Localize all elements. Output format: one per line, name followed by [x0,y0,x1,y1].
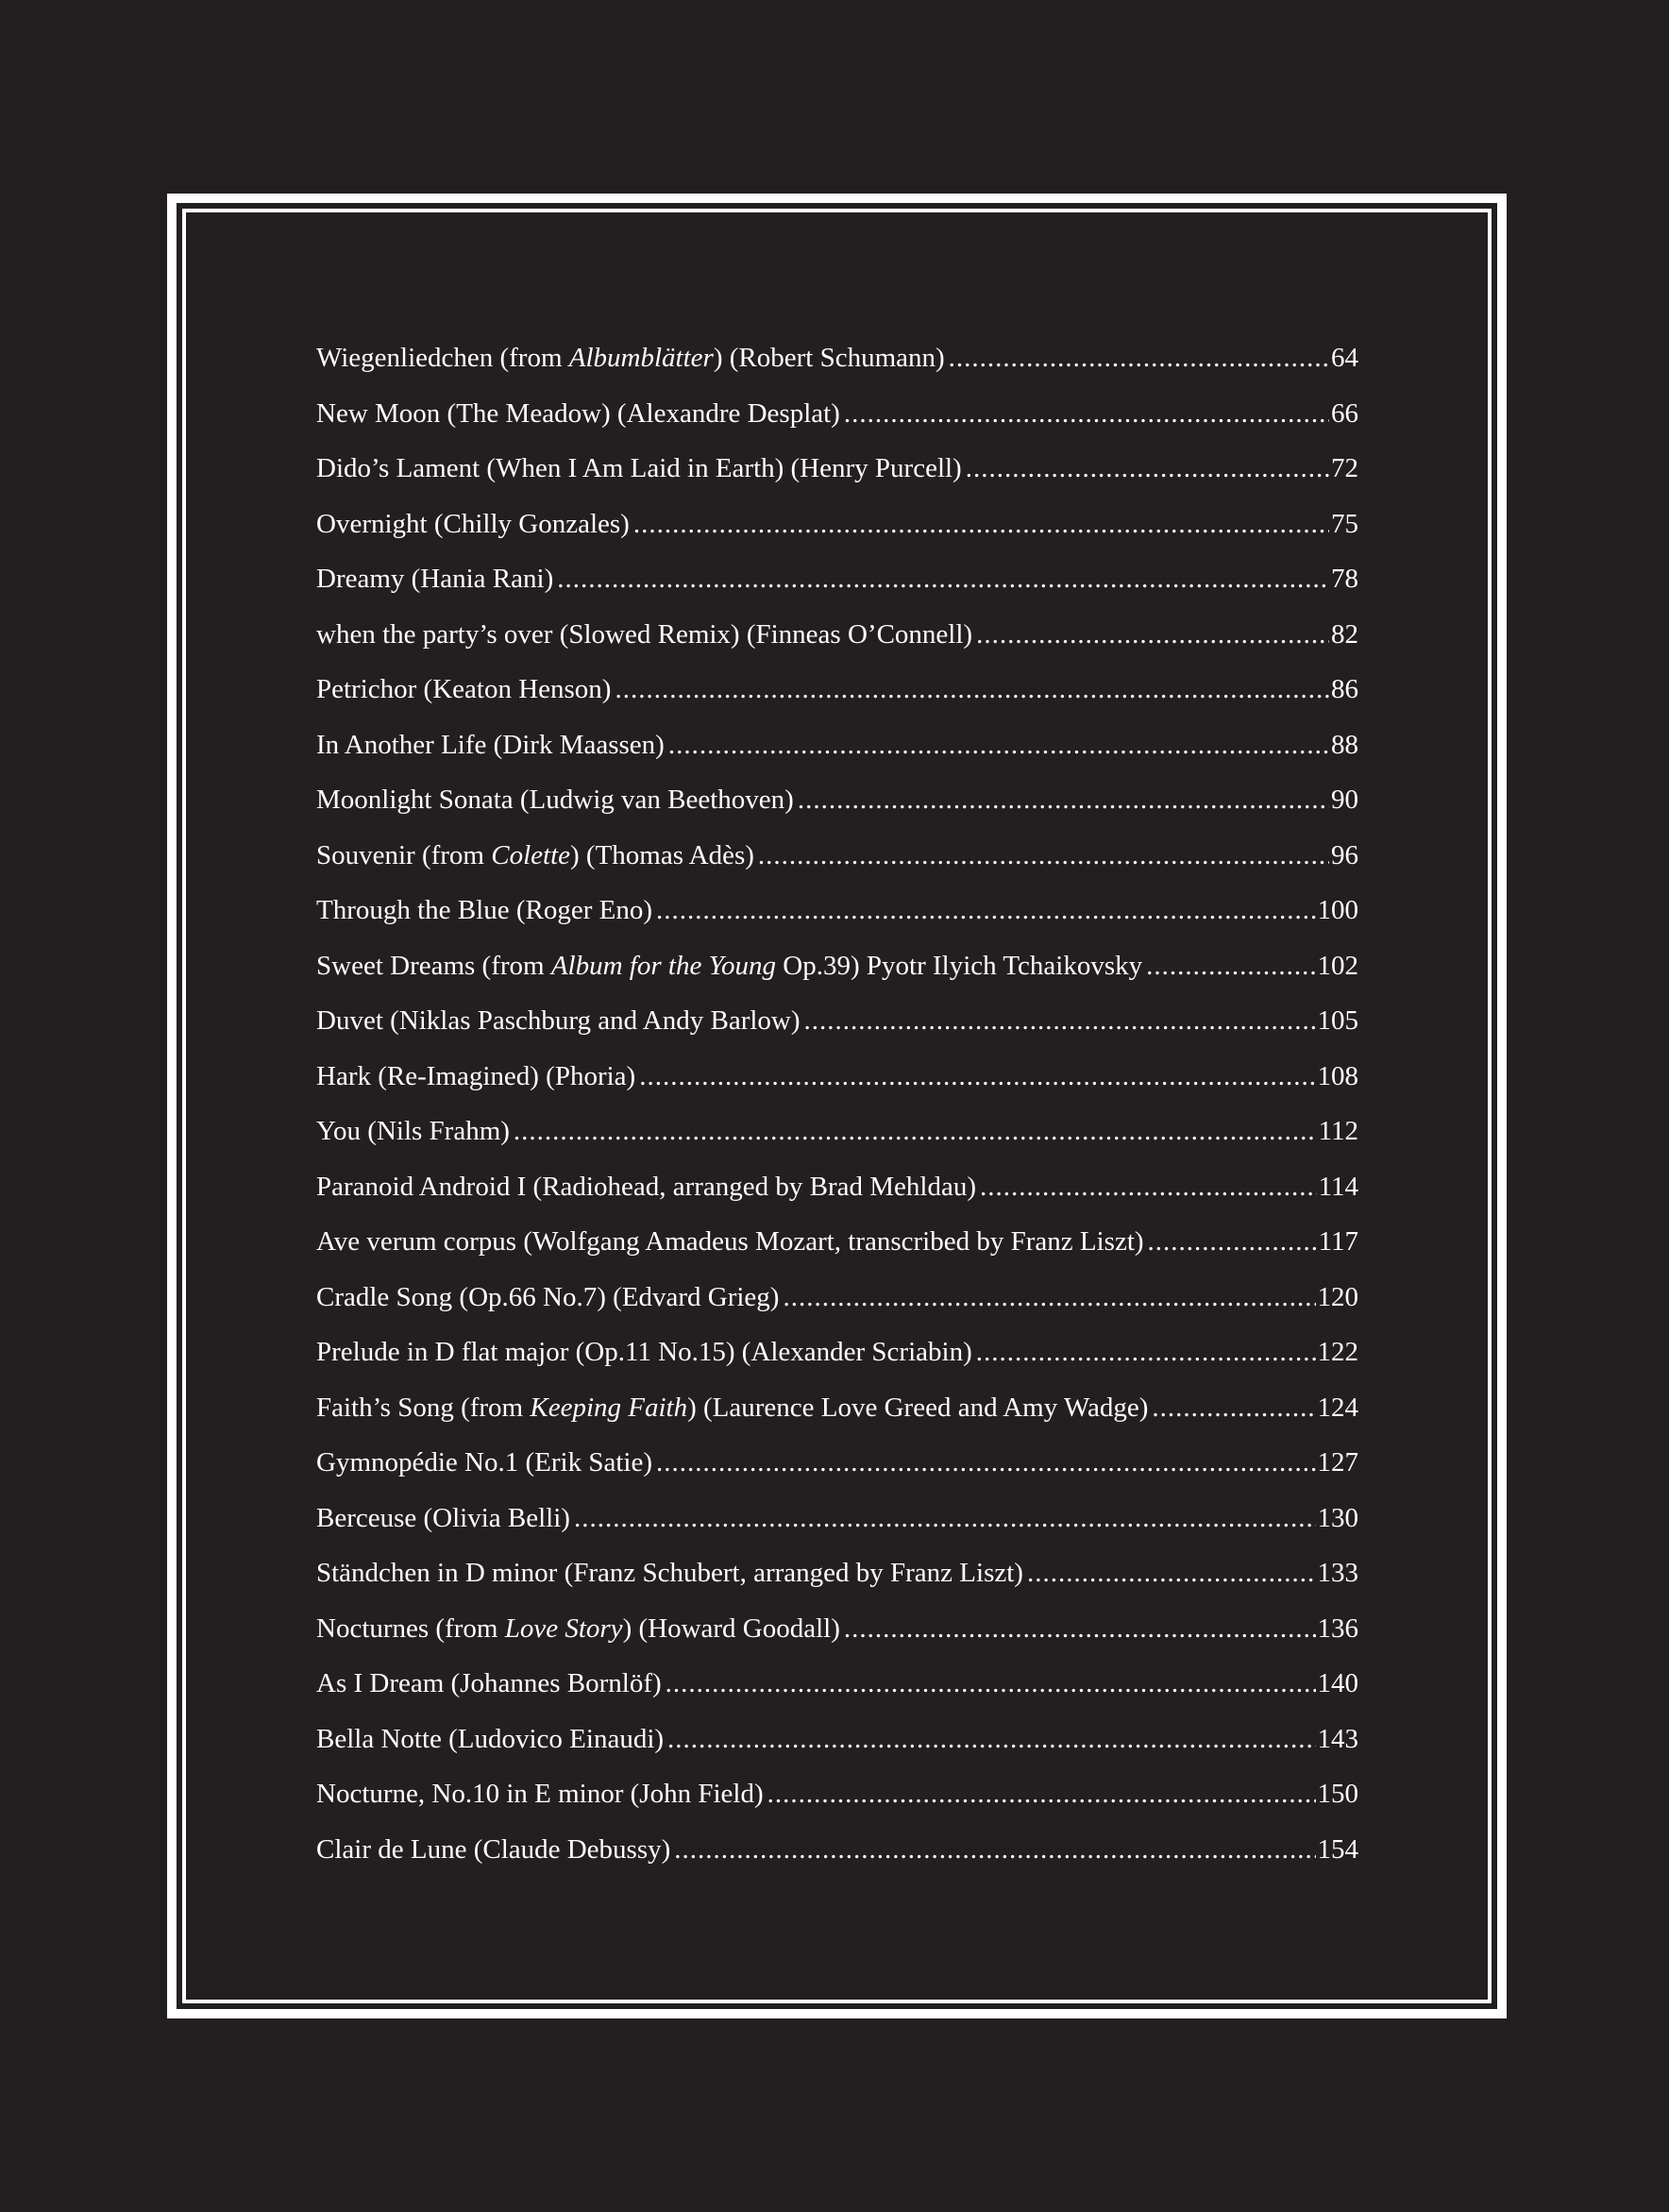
toc-entry-page-number: 82 [1331,618,1358,650]
toc-dot-leader [980,1159,1317,1215]
toc-dot-leader [615,662,1329,718]
toc-dot-leader [783,1270,1315,1326]
toc-entry-title-rest: ) (Thomas Adès) [570,839,754,870]
toc-entry-title [316,607,976,663]
toc-entry [316,828,1358,884]
toc-entry [316,1766,1358,1822]
toc-entry-title-text: Nocturne, No.10 in E minor (John Field) [316,1779,764,1809]
toc-entry-page-number: 96 [1331,839,1358,870]
toc-entry-page-number: 100 [1317,895,1358,925]
toc-entry-title-text: when the party’s over (Slowed Remix) (Finneas O’Connell) [316,618,973,650]
toc-entry-page-number: 108 [1317,1060,1358,1091]
toc-entry-title-rest: ) (Laurence Love Greed and Amy Wadge) [687,1392,1149,1423]
toc-entry [316,772,1358,828]
toc-dot-leader [804,993,1316,1049]
toc-dot-leader [798,772,1329,828]
toc-dot-leader [767,1766,1316,1822]
toc-entry-page-number: 66 [1331,397,1358,429]
toc-entry-title [316,1656,666,1712]
toc-entry-title [316,1380,1152,1436]
toc-entry-title-text: Ständchen in D minor (Franz Schubert, arranged by Franz Liszt) [316,1558,1023,1588]
toc-entry-title-text: Petrichor (Keaton Henson) [316,674,612,704]
toc-dot-leader [674,1822,1315,1878]
toc-entry-title [316,938,1146,994]
toc-dot-leader [1027,1545,1316,1601]
toc-entry-page-number: 90 [1331,785,1358,815]
toc-entry-title-rest: Op.39) Pyotr Ilyich Tchaikovsky [776,950,1143,981]
toc-dot-leader [844,1601,1316,1657]
toc-entry-page-number: 64 [1331,343,1358,373]
toc-entry-page-number: 86 [1331,674,1358,704]
toc-entry-title-text: Prelude in D flat major (Op.11 No.15) (Alexander Scriabin) [316,1337,972,1367]
toc-entry [316,1214,1358,1270]
toc-entry-title-text: Ave verum corpus (Wolfgang Amadeus Mozart, transcribed by Franz Liszt) [316,1226,1144,1257]
toc-entry-page-number: 88 [1331,729,1358,760]
toc-entry-page-number: 140 [1317,1668,1358,1698]
toc-entry-title-text: New Moon (The Meadow) (Alexandre Desplat) [316,397,840,429]
toc-entry-title-text: In Another Life (Dirk Maassen) [316,729,665,760]
toc-entry-title [316,1766,767,1822]
toc-entry-page-number: 120 [1317,1281,1358,1312]
toc-entry [316,551,1358,607]
toc-entry [316,662,1358,718]
toc-entry-title [316,772,798,828]
toc-dot-leader [1148,1214,1317,1270]
toc-entry [316,441,1358,497]
toc-dot-leader [976,1325,1316,1380]
toc-entry-title-italic: Album for the Young [550,950,777,981]
toc-entry-title-text: Cradle Song (Op.66 No.7) (Edvard Grieg) [316,1281,780,1312]
toc-dot-leader [1146,938,1315,994]
toc-entry [316,1104,1358,1159]
toc-entry-title-text: Duvet (Niklas Paschburg and Andy Barlow) [316,1005,801,1036]
toc-entry-page-number: 124 [1317,1392,1358,1423]
toc-entry [316,497,1358,552]
toc-entry-title [316,497,633,552]
toc-entry-page-number: 102 [1317,950,1358,981]
toc-entry-page-number: 117 [1318,1226,1358,1257]
toc-entry-title [316,386,844,442]
toc-entry [316,1270,1358,1326]
table-of-contents [316,330,1358,1877]
toc-entry-title [316,441,966,497]
toc-entry-title-text: You (Nils Frahm) [316,1116,510,1146]
toc-entry-title [316,1049,639,1105]
toc-entry [316,718,1358,773]
toc-dot-leader [557,551,1329,607]
toc-entry-title [316,1822,674,1878]
toc-entry-title [316,1545,1027,1601]
toc-entry-title [316,993,804,1049]
toc-entry-title-italic: Love Story [504,1613,623,1644]
toc-dot-leader [574,1491,1316,1546]
toc-entry-title-text: Paranoid Android I (Radiohead, arranged by Brad Mehldau) [316,1171,977,1202]
toc-entry-title [316,1601,844,1657]
toc-entry-title-text: Dido’s Lament (When I Am Laid in Earth) (Henry Purcell) [316,453,962,483]
toc-entry-title-text: Wiegenliedchen (from [316,343,569,373]
toc-entry-page-number: 136 [1317,1613,1358,1644]
toc-entry-title-text: Overnight (Chilly Gonzales) [316,508,630,539]
toc-entry-title-text: Faith’s Song (from [316,1392,531,1423]
toc-entry-title [316,883,656,938]
toc-entry [316,386,1358,442]
toc-entry-page-number: 72 [1331,453,1358,483]
toc-dot-leader [656,883,1316,938]
toc-entry [316,1601,1358,1657]
toc-entry-title [316,1435,656,1491]
toc-entry-title-rest: ) (Howard Goodall) [622,1613,840,1644]
toc-entry [316,1380,1358,1436]
toc-dot-leader [639,1049,1315,1105]
toc-entry-title [316,1104,514,1159]
toc-entry-title [316,1325,976,1380]
toc-dot-leader [1152,1380,1315,1436]
toc-entry [316,1325,1358,1380]
toc-entry-title [316,828,758,884]
toc-dot-leader [966,441,1329,497]
toc-dot-leader [844,386,1329,442]
toc-dot-leader [633,497,1329,552]
toc-entry-page-number: 105 [1317,1005,1358,1036]
toc-entry [316,1545,1358,1601]
toc-entry-page-number: 150 [1317,1779,1358,1809]
toc-entry [316,1159,1358,1215]
toc-entry [316,883,1358,938]
toc-entry-title [316,1214,1148,1270]
toc-entry-page-number: 127 [1317,1447,1358,1477]
toc-dot-leader [949,330,1329,386]
toc-entry [316,1656,1358,1712]
toc-entry-title-text: Moonlight Sonata (Ludwig van Beethoven) [316,785,794,815]
toc-entry-title [316,718,668,773]
toc-dot-leader [976,607,1329,663]
toc-entry [316,1491,1358,1546]
toc-entry [316,1712,1358,1767]
toc-dot-leader [666,1656,1316,1712]
toc-entry-title-text: Hark (Re-Imagined) (Phoria) [316,1060,636,1091]
toc-entry-title [316,1491,574,1546]
toc-entry-page-number: 75 [1331,508,1358,539]
toc-entry-page-number: 78 [1331,564,1358,594]
toc-entry-title [316,1159,980,1215]
toc-entry-title-text: As I Dream (Johannes Bornlöf) [316,1668,662,1698]
toc-entry-title-text: Nocturnes (from [316,1613,505,1644]
toc-entry-page-number: 112 [1318,1116,1358,1146]
toc-entry-title [316,1712,667,1767]
toc-entry-title-text: Souvenir (from [316,839,492,870]
toc-entry-page-number: 114 [1318,1171,1358,1202]
toc-entry-title-rest: ) (Robert Schumann) [713,343,945,373]
toc-entry-title [316,662,615,718]
toc-entry-title-italic: Keeping Faith [530,1392,688,1423]
toc-entry [316,993,1358,1049]
toc-entry-title-text: Berceuse (Olivia Belli) [316,1502,570,1533]
toc-entry [316,1822,1358,1878]
toc-entry-page-number: 143 [1317,1723,1358,1754]
toc-entry-title-text: Gymnopédie No.1 (Erik Satie) [316,1447,652,1477]
toc-entry-title-italic: Colette [491,839,571,870]
toc-entry-title [316,551,557,607]
toc-dot-leader [667,1712,1315,1767]
toc-dot-leader [656,1435,1316,1491]
toc-dot-leader [514,1104,1317,1159]
toc-entry-title-text: Dreamy (Hania Rani) [316,564,554,594]
toc-entry [316,1049,1358,1105]
toc-entry-title-text: Clair de Lune (Claude Debussy) [316,1833,671,1865]
toc-entry-page-number: 122 [1317,1337,1358,1367]
toc-entry-title-text: Through the Blue (Roger Eno) [316,895,652,925]
toc-entry-page-number: 154 [1317,1833,1358,1865]
toc-entry-title-italic: Albumblätter [568,343,714,373]
toc-entry-page-number: 130 [1317,1502,1358,1533]
toc-dot-leader [668,718,1329,773]
toc-entry [316,1435,1358,1491]
toc-entry [316,607,1358,663]
toc-entry-page-number: 133 [1317,1558,1358,1588]
toc-entry [316,938,1358,994]
toc-entry-title-text: Sweet Dreams (from [316,950,551,981]
toc-dot-leader [758,828,1329,884]
toc-entry-title-text: Bella Notte (Ludovico Einaudi) [316,1723,665,1754]
toc-entry-title [316,1270,783,1326]
toc-entry [316,330,1358,386]
toc-entry-title [316,330,949,386]
